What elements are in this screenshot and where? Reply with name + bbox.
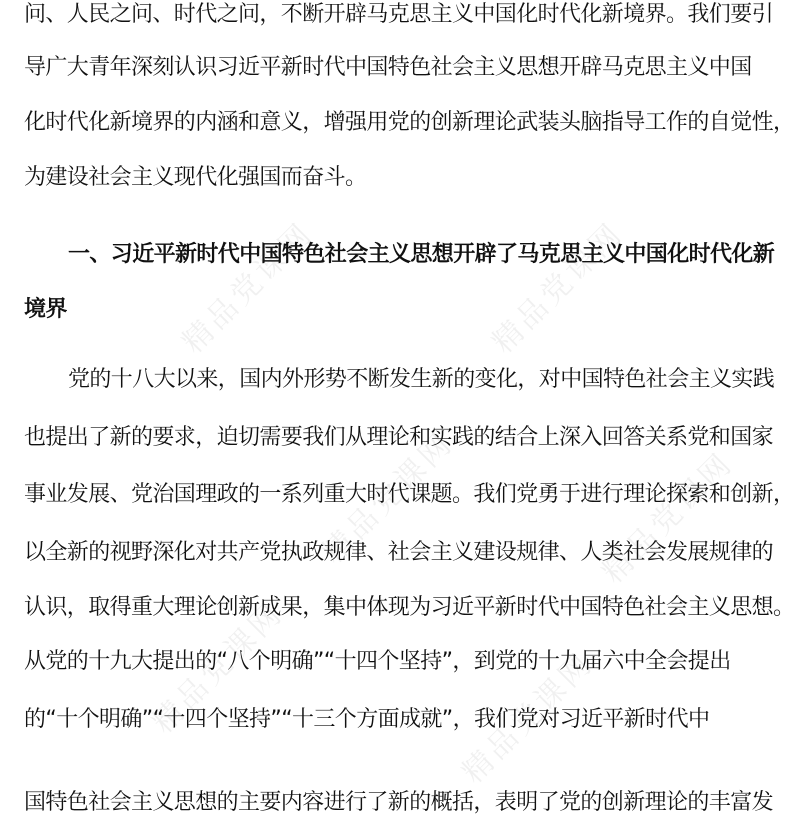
paragraph-line: 党的十八大以来，国内外形势不断发生新的变化，对中国特色社会主义实践 bbox=[68, 367, 775, 392]
section-heading: 一、习近平新时代中国特色社会主义思想开辟了马克思主义中国化时代化新 bbox=[68, 242, 775, 267]
watermark: 精品党课网 bbox=[315, 425, 461, 571]
watermark: 精品党课网 bbox=[455, 645, 601, 791]
paragraph-line: 国特色社会主义思想的主要内容进行了新的概括，表明了党的创新理论的丰富发 bbox=[24, 790, 774, 815]
watermark: 精品党课网 bbox=[175, 215, 321, 361]
watermark: 精品党课网 bbox=[145, 595, 291, 741]
paragraph-line: 化时代化新境界的内涵和意义，增强用党的创新理论武装头脑指导工作的自觉性， bbox=[24, 110, 795, 135]
paragraph-line: 从党的十九大提出的“八个明确”“十四个坚持”，到党的十九届六中全会提出 bbox=[24, 649, 731, 674]
watermark: 精品党课网 bbox=[485, 215, 631, 361]
paragraph-line: 导广大青年深刻认识习近平新时代中国特色社会主义思想开辟马克思主义中国 bbox=[24, 55, 752, 80]
section-heading: 境界 bbox=[24, 297, 67, 322]
paragraph-line: 也提出了新的要求，迫切需要我们从理论和实践的结合上深入回答关系党和国家 bbox=[24, 425, 774, 450]
watermark: 精品党课网 bbox=[595, 445, 741, 591]
paragraph-line: 认识，取得重大理论创新成果，集中体现为习近平新时代中国特色社会主义思想。 bbox=[24, 595, 795, 620]
paragraph-line: 的“十个明确”“十四个坚持”“十三个方面成就”，我们党对习近平新时代中 bbox=[24, 707, 710, 732]
paragraph-line: 问、人民之问、时代之问，不断开辟马克思主义中国化时代化新境界。我们要引 bbox=[24, 2, 774, 27]
paragraph-line: 为建设社会主义现代化强国而奋斗。 bbox=[24, 165, 367, 190]
paragraph-line: 以全新的视野深化对共产党执政规律、社会主义建设规律、人类社会发展规律的 bbox=[24, 540, 774, 565]
paragraph-line: 事业发展、党治国理政的一系列重大时代课题。我们党勇于进行理论探索和创新， bbox=[24, 482, 795, 507]
